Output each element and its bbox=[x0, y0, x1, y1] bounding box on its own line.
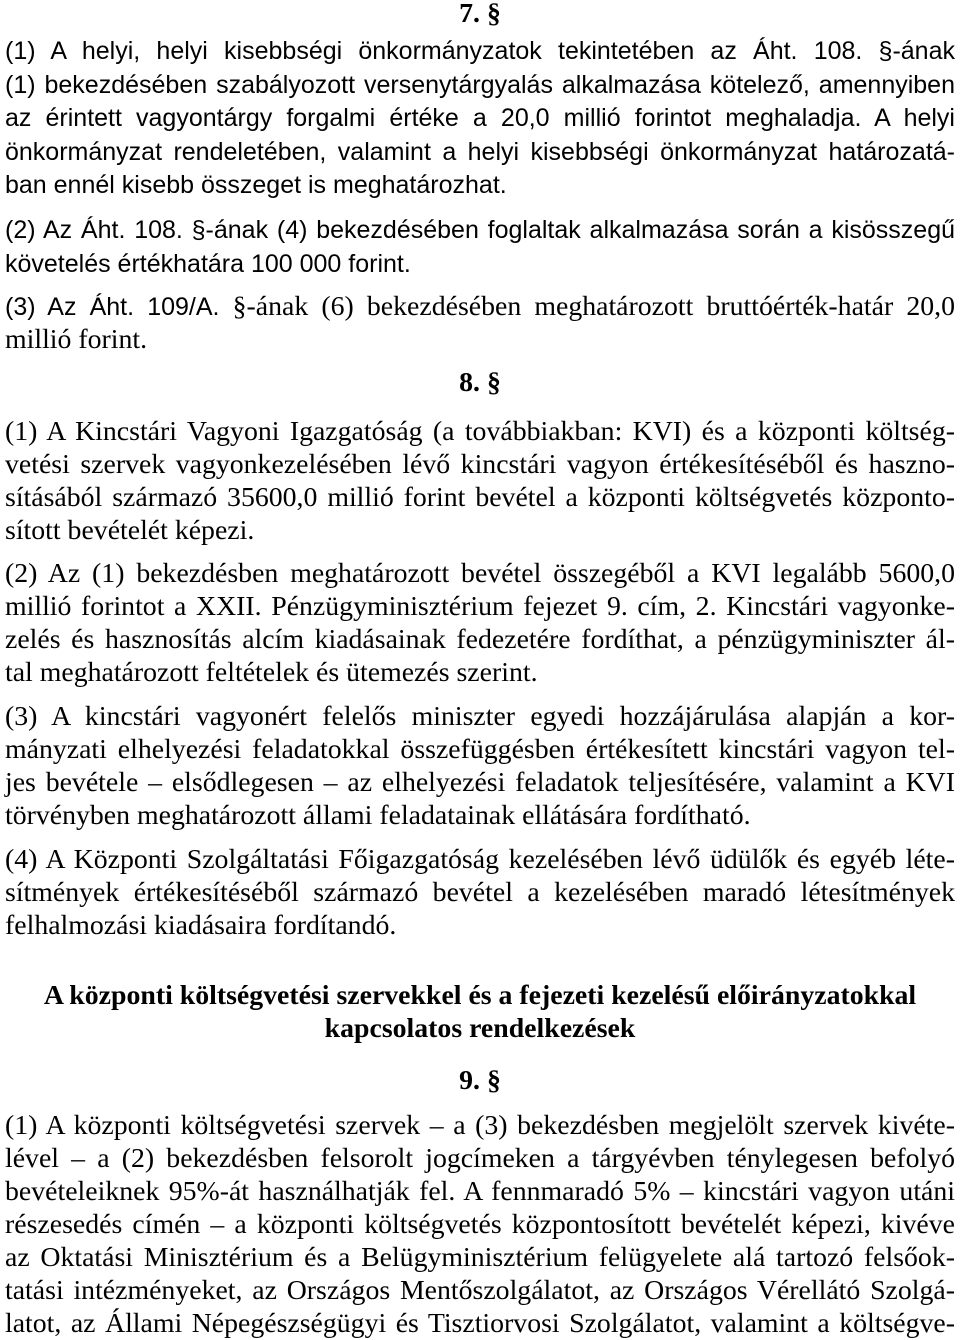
text-line: az Oktatási Minisztérium és a Belügyminisztérium felügyelete alá tartozó felsőok- bbox=[5, 1241, 955, 1273]
text-segment: (3) Az Áht. 109/A. bbox=[5, 293, 220, 322]
chapter-title-line: kapcsolatos rendelkezések bbox=[324, 1012, 636, 1044]
paragraph bbox=[5, 35, 955, 203]
text-line: latot, az Állami Népegészségügyi és Tisztiorvosi Szolgálatot, valamint a költségve- bbox=[5, 1307, 955, 1339]
text-line: tal meghatározott feltételek és ütemezés szerint. bbox=[5, 656, 538, 688]
text-line: mányzati elhelyezési feladatokkal összefüggésben értékesített kincstári vagyon tel- bbox=[5, 733, 955, 765]
text-line: (1) A központi költségvetési szervek – a (3) bekezdésben megjelölt szervek kivéte- bbox=[5, 1109, 955, 1141]
chapter-title-line: A központi költségvetési szervekkel és a fejezeti kezelésű előirányzatokkal bbox=[43, 979, 917, 1011]
text-line: lével – a (2) bekezdésben felsorolt jogcímeken a tárgyévben ténylegesen befolyó bbox=[5, 1142, 955, 1174]
text-line: (1) A Kincstári Vagyoni Igazgatóság (a továbbiakban: KVI) és a központi költség- bbox=[5, 415, 955, 447]
text-line: sítmények értékesítéséből származó bevétel a kezelésében maradó létesítmények bbox=[5, 876, 955, 908]
paragraph bbox=[5, 843, 955, 942]
text-line: millió forint. bbox=[5, 324, 148, 356]
text-line: (4) A Központi Szolgáltatási Főigazgatóság kezelésében lévő üdülők és egyéb léte- bbox=[5, 843, 955, 875]
text-line: törvényben meghatározott állami feladatainak ellátására fordítható. bbox=[5, 799, 751, 831]
text-line: sításából származó 35600,0 millió forint bevétel a központi költségvetés központo- bbox=[5, 481, 955, 513]
paragraph bbox=[5, 415, 955, 547]
paragraph bbox=[5, 1109, 955, 1340]
document-body bbox=[5, 0, 955, 1340]
text-segment: §-ának (6) bekezdésében meghatározott bruttóérték-határ 20,0 bbox=[232, 291, 956, 323]
text-line: (1) bekezdésében szabályozott versenytárgyalás alkalmazása kötelező, amennyiben bbox=[5, 70, 955, 99]
text-line: ban ennél kisebb összeget is meghatározhat. bbox=[5, 171, 507, 199]
text-line: tatási intézményeket, az Országos Mentőszolgálatot, az Országos Vérellátó Szolgá- bbox=[5, 1274, 955, 1306]
section-heading-9: 9. § bbox=[459, 1064, 501, 1096]
text-line: bevételeiknek 95%-át használhatják fel. A fennmaradó 5% – kincstári vagyon utáni bbox=[5, 1175, 955, 1207]
section-heading-8: 8. § bbox=[459, 366, 501, 398]
text-line: (1) A helyi, helyi kisebbségi önkormányzatok tekintetében az Áht. 108. §-ának bbox=[5, 37, 955, 65]
text-line: (2) Az Áht. 108. §-ának (4) bekezdésében foglaltak alkalmazása során a kisösszegű bbox=[5, 216, 955, 245]
text-line: (3) A kincstári vagyonért felelős miniszter egyedi hozzájárulása alapján a kor- bbox=[5, 700, 955, 732]
text-line: önkormányzat rendeletében, valamint a helyi kisebbségi önkormányzat határozatá- bbox=[5, 137, 955, 166]
text-line: felhalmozási kiadásaira fordítandó. bbox=[5, 909, 397, 941]
text-line: zelés és hasznosítás alcím kiadásainak fedezetére fordíthat, a pénzügyminiszter ál- bbox=[5, 623, 955, 655]
paragraph bbox=[5, 557, 955, 689]
text-line: az érintett vagyontárgy forgalmi értéke a 20,0 millió forintot meghaladja. A helyi bbox=[5, 104, 955, 132]
paragraph bbox=[5, 700, 955, 832]
text-line: millió forintot a XXII. Pénzügyminisztérium fejezet 9. cím, 2. Kincstári vagyonke- bbox=[5, 590, 955, 622]
text-line: részesedés címén – a központi költségvetés központosított bevételét képezi, kivéve bbox=[5, 1208, 955, 1240]
section-heading-7: 7. § bbox=[459, 0, 501, 29]
text-line: követelés értékhatára 100 000 forint. bbox=[5, 249, 411, 278]
text-line: vetési szervek vagyonkezelésében lévő kincstári vagyon értékesítéséből és haszno- bbox=[5, 448, 955, 480]
text-line bbox=[5, 290, 955, 323]
paragraph bbox=[5, 214, 955, 281]
paragraph bbox=[5, 290, 955, 356]
text-line: (2) Az (1) bekezdésben meghatározott bevétel összegéből a KVI legalább 5600,0 bbox=[5, 557, 955, 589]
text-line: sított bevételét képezi. bbox=[5, 514, 255, 546]
chapter-title bbox=[5, 979, 955, 1045]
text-line: jes bevétele – elsődlegesen – az elhelyezési feladatok teljesítésére, valamint a KVI bbox=[5, 766, 955, 798]
